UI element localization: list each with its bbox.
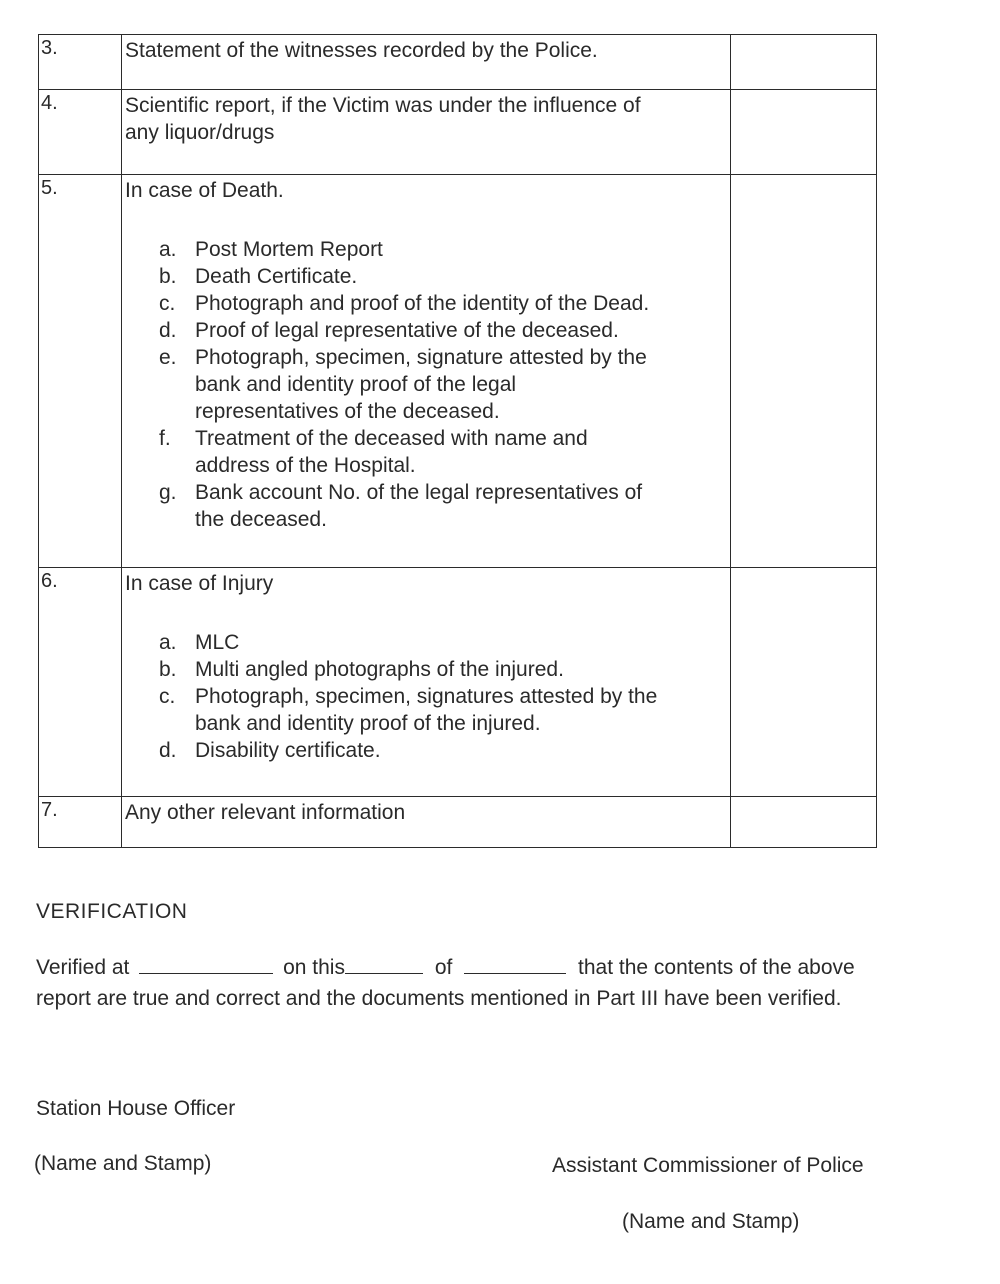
- table-row: [39, 797, 877, 848]
- list-item: b. Death Certificate.: [159, 265, 358, 288]
- row-description: [122, 90, 731, 175]
- row-remarks-cell: [731, 90, 877, 175]
- list-item: a. MLC: [159, 631, 240, 654]
- row-number: 4.: [39, 90, 122, 175]
- row-number: 6.: [39, 568, 122, 797]
- acp-title: Assistant Commissioner of Police: [552, 1154, 864, 1177]
- of-label: of: [434, 956, 453, 979]
- list-item: d. Proof of legal representative of the deceased.: [159, 319, 619, 342]
- on-this-label: on this: [283, 956, 345, 979]
- list-item: b. Multi angled photographs of the injured.: [159, 658, 564, 681]
- row-description: [122, 35, 731, 90]
- month-blank: [464, 955, 566, 974]
- row-text: In case of Injury: [125, 572, 274, 595]
- death-documents-list: [159, 236, 730, 533]
- verified-at-label: Verified at: [36, 956, 130, 979]
- row-remarks-cell: [731, 568, 877, 797]
- row-text: Statement of the witnesses recorded by the Police.: [125, 39, 598, 62]
- row-number: 3.: [39, 35, 122, 90]
- row-remarks-cell: [731, 35, 877, 90]
- table-row: [39, 90, 877, 175]
- row-description: [122, 797, 731, 848]
- list-item: c. Photograph and proof of the identity of the Dead.: [159, 292, 650, 315]
- date-blank: [345, 955, 423, 974]
- list-item: a. Post Mortem Report: [159, 238, 383, 261]
- row-text: In case of Death.: [125, 179, 284, 202]
- row-text: Any other relevant information: [125, 801, 406, 824]
- row-number: 5.: [39, 175, 122, 568]
- sho-title: Station House Officer: [36, 1097, 236, 1120]
- row-remarks-cell: [731, 797, 877, 848]
- list-item: e. Photograph, specimen, signature attested by the bank and identity proof of the legal representatives of the deceased.: [159, 346, 647, 423]
- row-remarks-cell: [731, 175, 877, 568]
- acp-name-stamp: (Name and Stamp): [622, 1210, 800, 1233]
- table-row: [39, 568, 877, 797]
- verification-statement-line-1: [36, 955, 855, 980]
- checklist-table: [38, 34, 877, 848]
- place-blank: [139, 955, 273, 974]
- table-row: [39, 175, 877, 568]
- verification-statement-line-2: report are true and correct and the documents mentioned in Part III have been verified.: [36, 987, 842, 1010]
- row-text-line: any liquor/drugs: [125, 121, 275, 144]
- list-item: d. Disability certificate.: [159, 739, 381, 762]
- sho-name-stamp: (Name and Stamp): [34, 1152, 212, 1175]
- row-number: 7.: [39, 797, 122, 848]
- injury-documents-list: [159, 629, 730, 764]
- table-row: [39, 35, 877, 90]
- list-item: f. Treatment of the deceased with name and address of the Hospital.: [159, 427, 588, 477]
- row-text-line: Scientific report, if the Victim was under the influence of: [125, 94, 641, 117]
- list-item: g. Bank account No. of the legal representatives of the deceased.: [159, 481, 643, 531]
- list-item: c. Photograph, specimen, signatures attested by the bank and identity proof of the injured.: [159, 685, 658, 735]
- row-description: [122, 568, 731, 797]
- verification-tail: that the contents of the above: [578, 956, 855, 979]
- row-description: [122, 175, 731, 568]
- verification-heading: VERIFICATION: [36, 900, 188, 923]
